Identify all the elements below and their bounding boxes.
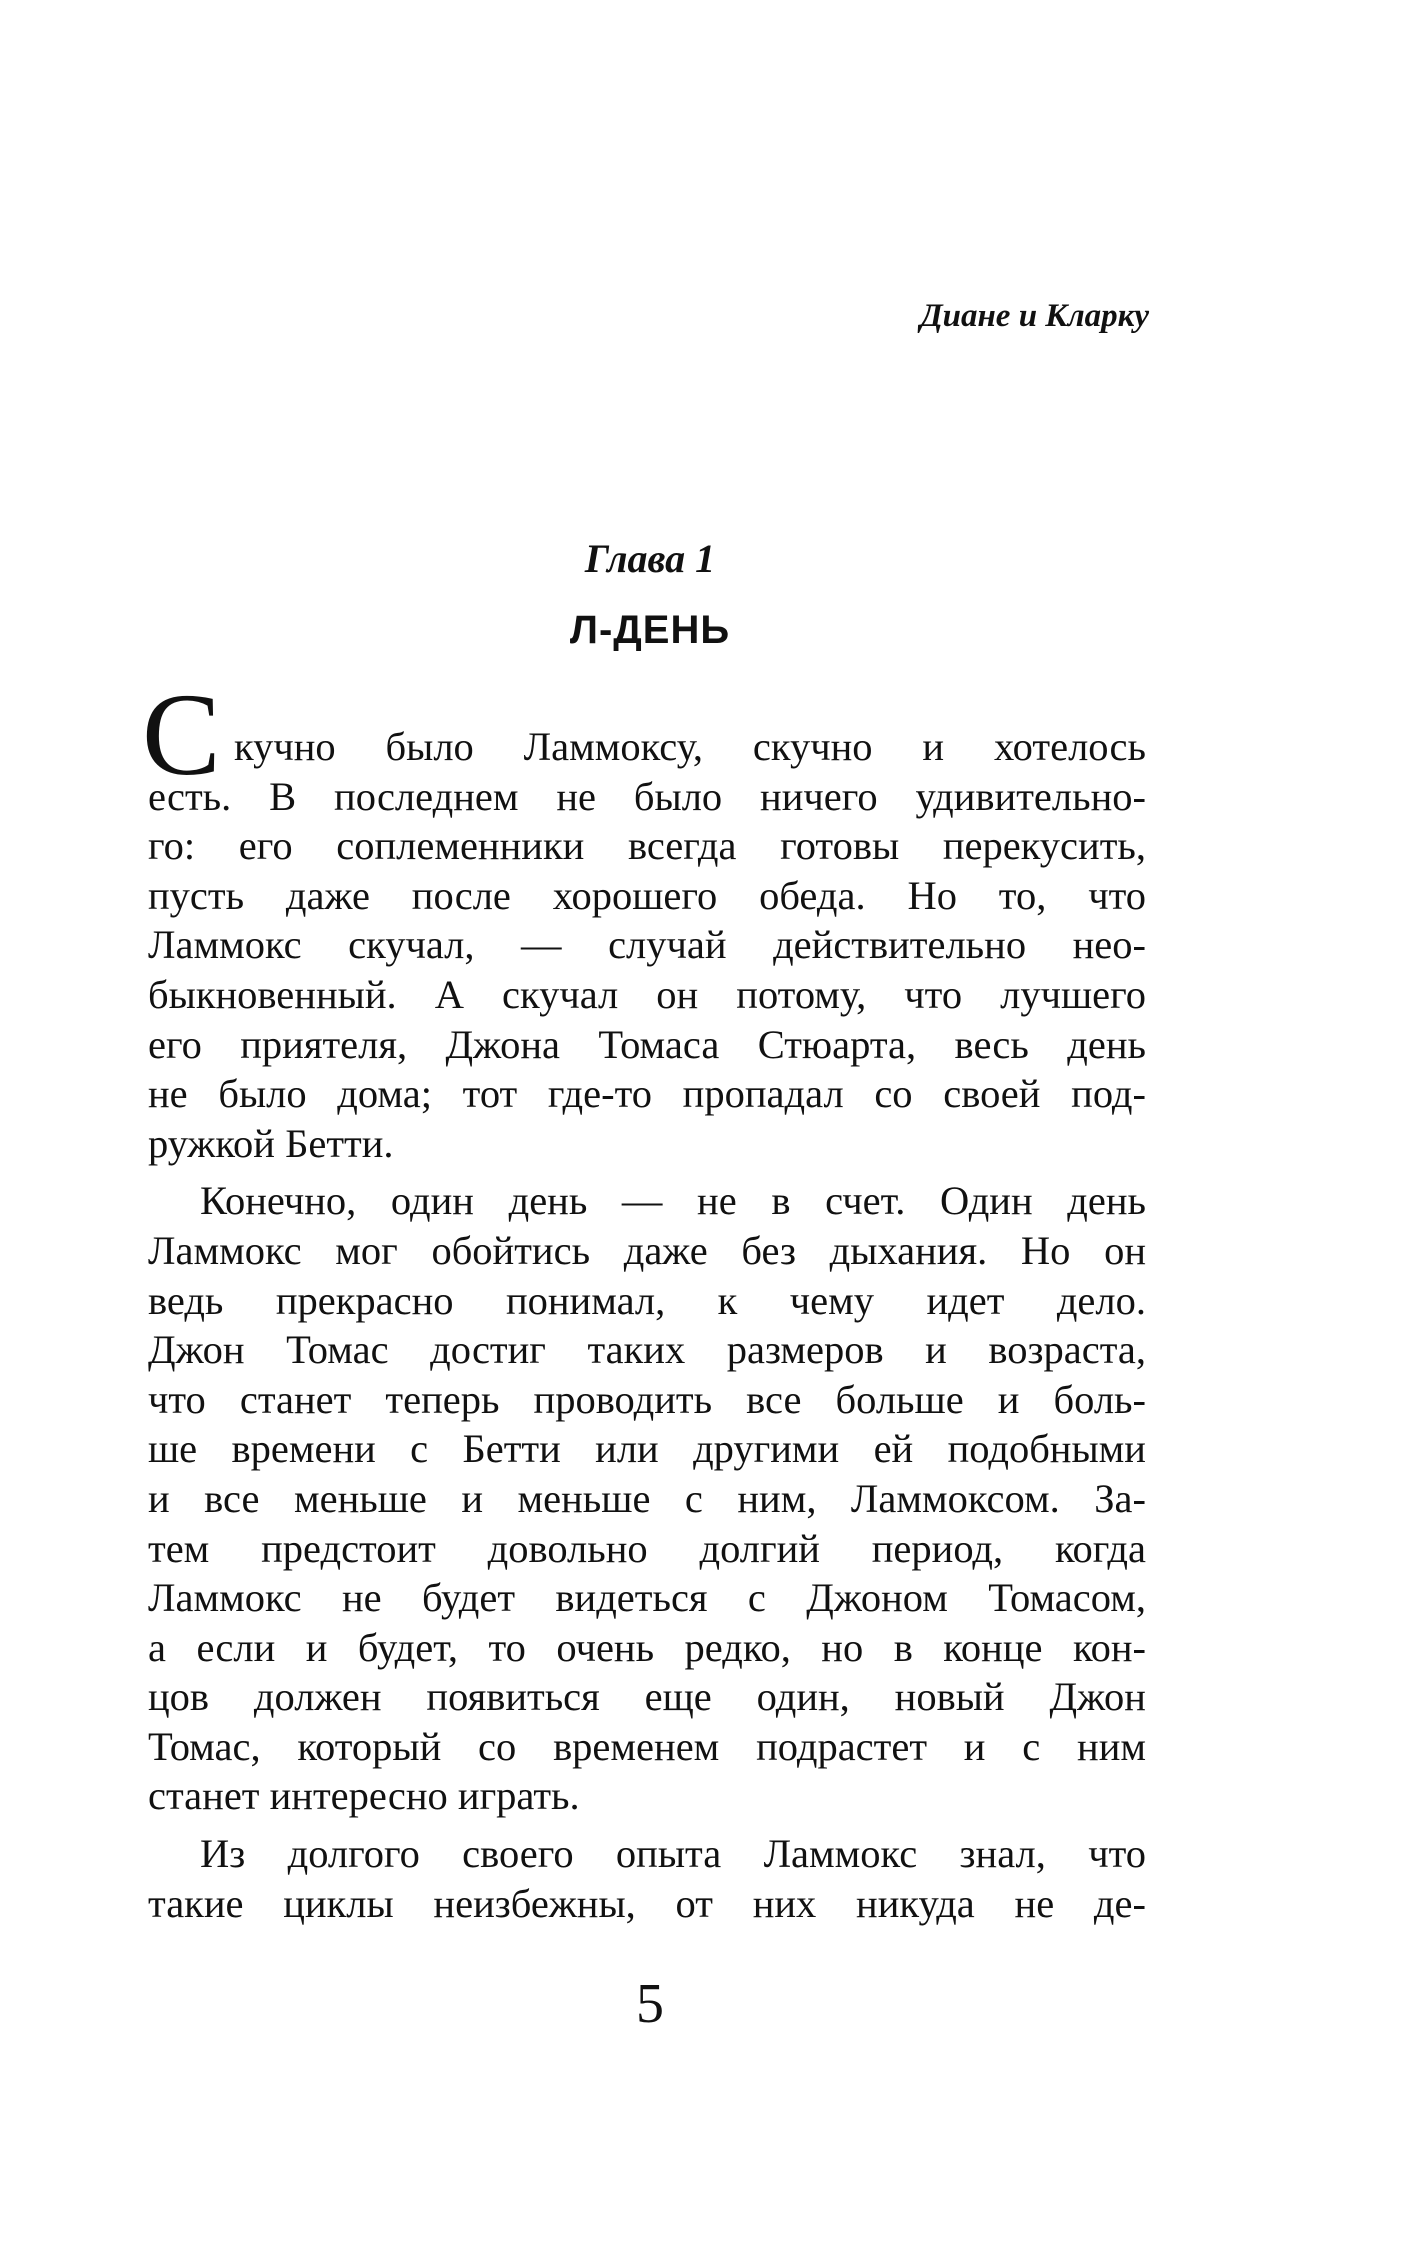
dedication: Диане и Кларку	[920, 298, 1149, 334]
text-line: что станет теперь проводить все больше и боль-	[148, 1376, 1146, 1422]
text-line: цов должен появиться еще один, новый Джон	[148, 1674, 1146, 1720]
text-line: не было дома; тот где-то пропадал со своей под-	[148, 1071, 1146, 1117]
text-line: Ламмокс не будет видеться с Джоном Томасом,	[148, 1575, 1146, 1621]
text-line: быкновенный. А скучал он потому, что лучшего	[148, 971, 1146, 1017]
text-line: С кучно было Ламмоксу, скучно и хотелось	[142, 669, 1146, 800]
text-line: его приятеля, Джона Томаса Стюарта, весь день	[148, 1021, 1146, 1067]
text-line: пусть даже после хорошего обеда. Но то, что	[148, 872, 1146, 918]
text-line: Из долгого своего опыта Ламмокс знал, что	[200, 1831, 1146, 1877]
drop-cap: С	[142, 669, 221, 800]
text-line: ше времени с Бетти или другими ей подобными	[148, 1426, 1146, 1472]
text-line: а если и будет, то очень редко, но в конце кон-	[148, 1624, 1146, 1670]
text-line: тем предстоит довольно долгий период, когда	[148, 1525, 1146, 1571]
text-line: Ламмокс скучал, — случай действительно нео-	[148, 922, 1146, 968]
text-line: ружкой Бетти.	[148, 1120, 394, 1166]
paragraph-1	[142, 669, 1146, 1168]
text-line: Томас, который со временем подрастет и с ним	[148, 1723, 1146, 1769]
text-line: и все меньше и меньше с ним, Ламмоксом. За-	[148, 1475, 1146, 1521]
paragraph-2	[148, 1176, 1146, 1821]
text-line: Джон Томас достиг таких размеров и возраста,	[148, 1327, 1146, 1373]
chapter-title: Л-ДЕНЬ	[569, 608, 731, 652]
page-number: 5	[636, 1973, 664, 2035]
text-line: го: его соплеменники всегда готовы перекусить,	[148, 823, 1146, 869]
text-line: станет интересно играть.	[148, 1773, 580, 1819]
body-text	[142, 669, 1146, 1928]
text-line: такие циклы неизбежны, от них никуда не де-	[148, 1880, 1146, 1926]
text-line: есть. В последнем не было ничего удивительно-	[148, 773, 1146, 819]
text-line: ведь прекрасно понимал, к чему идет дело.	[148, 1277, 1146, 1323]
text-line: Конечно, один день — не в счет. Один день	[200, 1178, 1146, 1224]
chapter-number: Глава 1	[584, 536, 716, 581]
text-line: Ламмокс мог обойтись даже без дыхания. Но он	[148, 1227, 1146, 1273]
paragraph-3	[148, 1829, 1146, 1928]
